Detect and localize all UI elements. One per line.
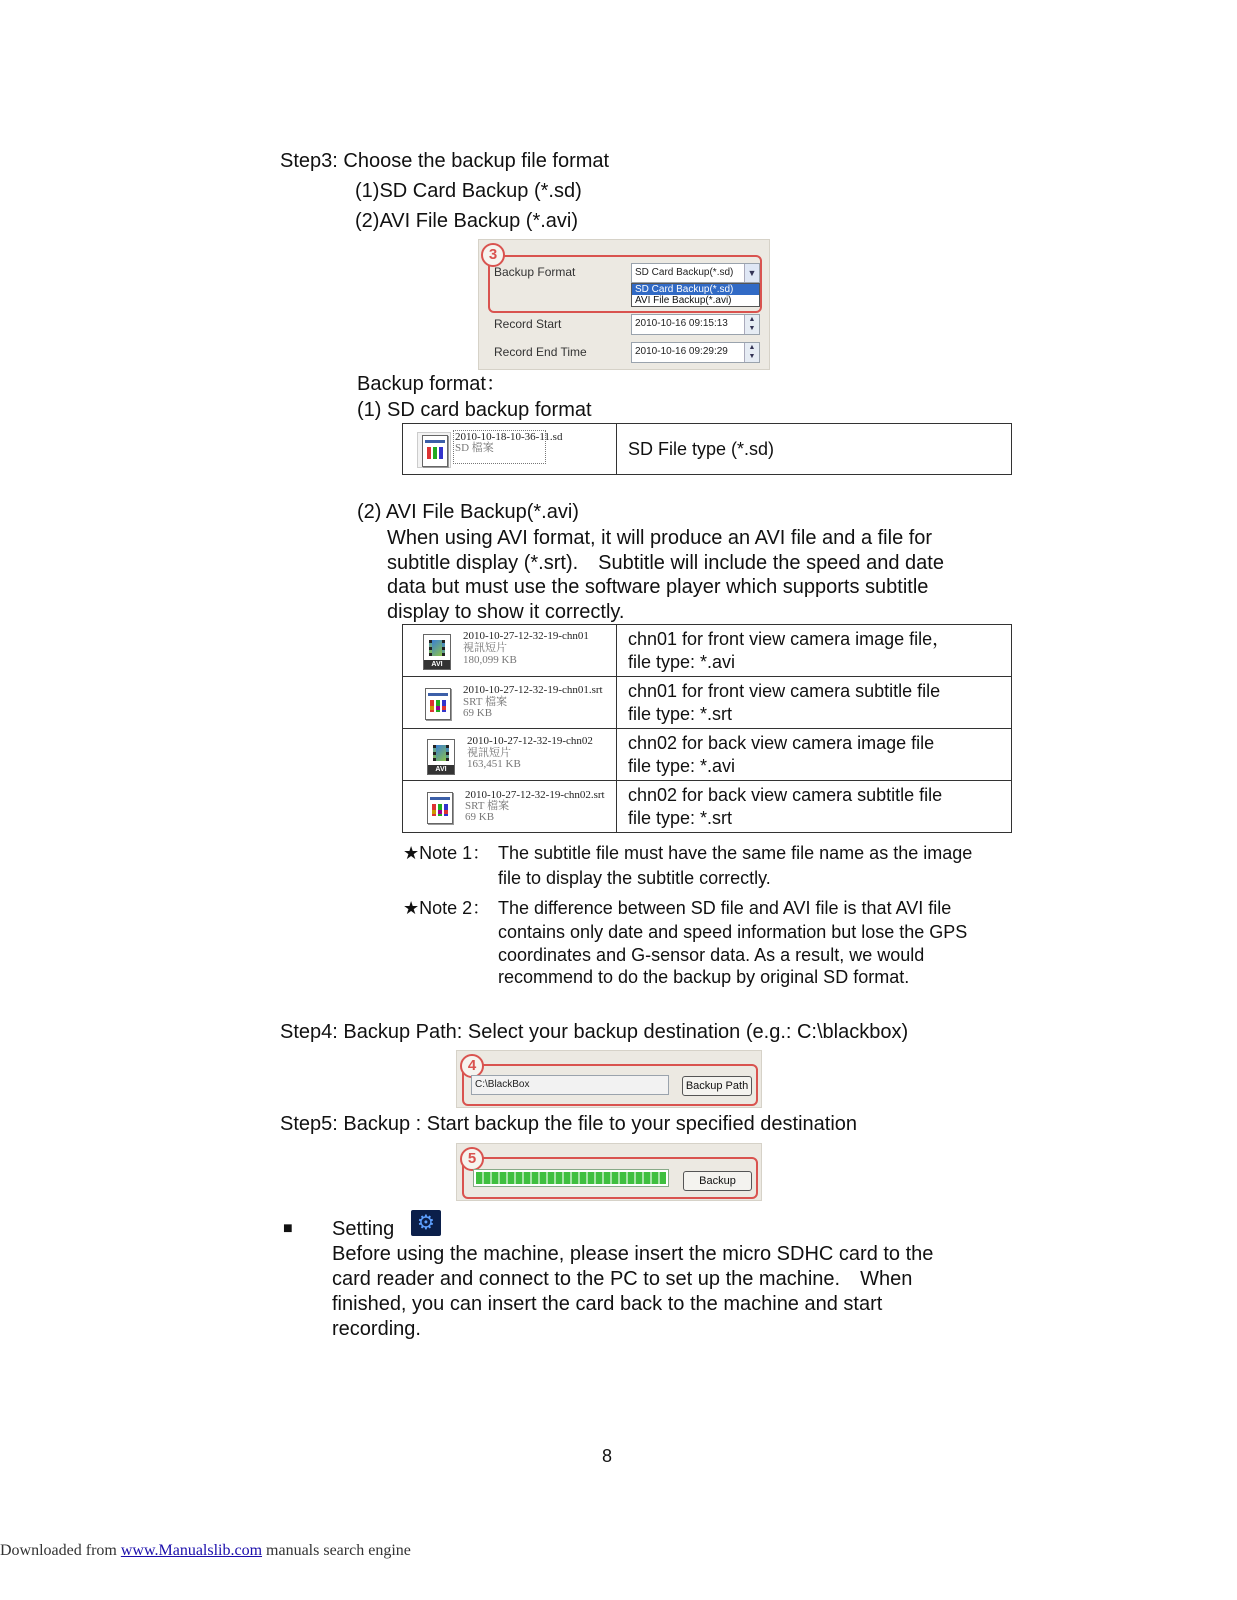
selected-value: SD Card Backup(*.sd)	[635, 267, 734, 278]
note1-label: ★Note 1：	[403, 843, 491, 863]
page-number: 8	[602, 1446, 613, 1466]
sd-file-icon	[422, 435, 448, 467]
setting-paragraph-line: finished, you can insert the card back to the machine and start	[332, 1293, 883, 1315]
avi-paragraph-line: When using AVI format, it will produce an AVI file and a file for	[387, 527, 933, 549]
file-description	[617, 781, 1012, 833]
desc-line: file type: *.avi	[628, 651, 736, 672]
backup-path-panel	[456, 1050, 762, 1108]
sd-file-table	[402, 423, 1012, 475]
file-type: 視訊短片	[467, 747, 511, 759]
step-number-badge: 4	[460, 1054, 484, 1078]
manualslib-link[interactable]: www.Manualslib.com	[120, 1542, 263, 1559]
avi-file-icon: AVI	[427, 739, 455, 775]
file-size: 69 KB	[463, 707, 493, 719]
backup-panel	[456, 1143, 762, 1201]
progress-fill	[476, 1172, 666, 1184]
dropdown-option-avi[interactable]: AVI File Backup(*.avi)	[635, 295, 732, 306]
desc-line: chn02 for back view camera subtitle file	[628, 784, 943, 805]
file-name: 2010-10-27-12-32-19-chn01	[463, 630, 589, 642]
sd-file-type: SD 檔案	[455, 442, 494, 454]
avi-format-heading: (2) AVI File Backup(*.avi)	[357, 501, 579, 523]
desc-line: chn01 for front view camera image file，	[628, 628, 951, 649]
table-row	[403, 729, 1012, 781]
setting-paragraph-line: Before using the machine, please insert the micro SDHC card to the	[332, 1243, 934, 1265]
chevron-down-icon[interactable]: ▼	[744, 264, 759, 282]
file-cell	[403, 729, 617, 781]
step-number-badge: 5	[460, 1147, 484, 1171]
step4-heading: Step4: Backup Path: Select your backup destination (e.g.: C:\blackbox)	[280, 1021, 909, 1043]
sd-file-name: 2010-10-18-10-36-11.sd	[455, 431, 563, 443]
file-type: SRT 檔案	[465, 800, 510, 812]
desc-line: file type: *.avi	[628, 755, 736, 776]
setting-title: Setting	[332, 1218, 395, 1240]
gear-icon[interactable]: ⚙	[411, 1210, 441, 1236]
note1-line: The subtitle file must have the same file name as the image	[498, 843, 973, 863]
avi-paragraph-line: data but must use the software player which supports subtitle	[387, 576, 929, 598]
spin-arrows-icon[interactable]: ▲ ▼	[744, 315, 759, 334]
setting-paragraph-line: card reader and connect to the PC to set up the machine. When	[332, 1268, 913, 1290]
backup-path-input[interactable]: C:\BlackBox	[471, 1075, 669, 1095]
file-cell	[403, 781, 617, 833]
sd-file-icon-frame	[417, 432, 451, 468]
srt-file-icon	[425, 688, 451, 720]
file-size: 163,451 KB	[467, 758, 521, 770]
step5-heading: Step5: Backup : Start backup the file to your specified destination	[280, 1113, 858, 1135]
bullet-square: ■	[283, 1220, 293, 1237]
backup-format-label: Backup Format	[494, 265, 576, 279]
file-description	[617, 729, 1012, 781]
record-end-label: Record End Time	[494, 345, 587, 359]
footer-suffix: manuals search engine	[262, 1542, 411, 1559]
desc-line: chn01 for front view camera subtitle file	[628, 680, 941, 701]
record-end-field[interactable]	[631, 342, 760, 363]
footer-prefix: Downloaded from	[0, 1542, 121, 1559]
table-row	[403, 625, 1012, 677]
note2-line: The difference between SD file and AVI file is that AVI file	[498, 898, 952, 918]
sd-file-cell	[403, 424, 617, 475]
record-end-value: 2010-10-16 09:29:29	[635, 346, 728, 357]
step3-option-sd: (1)SD Card Backup (*.sd)	[355, 180, 582, 202]
download-footer	[0, 1542, 411, 1560]
desc-line: file type: *.srt	[628, 703, 733, 724]
file-size: 69 KB	[465, 811, 495, 823]
backup-path-button[interactable]: Backup Path	[682, 1076, 752, 1096]
desc-line: chn02 for back view camera image file	[628, 732, 935, 753]
avi-file-icon: AVI	[423, 634, 451, 670]
file-name: 2010-10-27-12-32-19-chn01.srt	[463, 684, 603, 696]
backup-progress-bar	[473, 1169, 669, 1187]
dropdown-option-sd[interactable]: SD Card Backup(*.sd)	[632, 284, 759, 295]
table-row	[403, 781, 1012, 833]
avi-paragraph-line: subtitle display (*.srt). Subtitle will include the speed and date	[387, 552, 944, 574]
file-cell	[403, 677, 617, 729]
note2-line: coordinates and G-sensor data. As a result, we would	[498, 945, 925, 965]
file-cell	[403, 625, 617, 677]
record-start-value: 2010-10-16 09:15:13	[635, 318, 728, 329]
avi-files-table	[402, 624, 1012, 833]
backup-format-title: Backup format：	[357, 373, 506, 395]
file-size: 180,099 KB	[463, 654, 517, 666]
backup-format-panel	[478, 239, 770, 370]
file-description	[617, 677, 1012, 729]
spin-arrows-icon[interactable]: ▲ ▼	[744, 343, 759, 362]
note2-label: ★Note 2：	[403, 898, 491, 918]
backup-format-select[interactable]	[631, 263, 760, 283]
backup-button[interactable]: Backup	[683, 1171, 752, 1191]
record-start-label: Record Start	[494, 317, 562, 331]
setting-paragraph-line: recording.	[332, 1318, 421, 1340]
avi-paragraph-line: display to show it correctly.	[387, 601, 625, 623]
note2-line: recommend to do the backup by original SD format.	[498, 967, 910, 987]
desc-line: file type: *.srt	[628, 807, 733, 828]
table-row	[403, 424, 1012, 475]
step3-option-avi: (2)AVI File Backup (*.avi)	[355, 210, 579, 232]
step-number-badge: 3	[481, 243, 505, 267]
record-start-field[interactable]	[631, 314, 760, 335]
table-row	[403, 677, 1012, 729]
file-type: SRT 檔案	[463, 696, 508, 708]
note1-line: file to display the subtitle correctly.	[498, 868, 771, 888]
format-dropdown-list	[631, 283, 760, 307]
sd-file-description: SD File type (*.sd)	[617, 424, 1012, 475]
file-description	[617, 625, 1012, 677]
file-name: 2010-10-27-12-32-19-chn02	[467, 735, 593, 747]
file-name: 2010-10-27-12-32-19-chn02.srt	[465, 789, 605, 801]
srt-file-icon	[427, 792, 453, 824]
note2-line: contains only date and speed information but lose the GPS	[498, 922, 968, 942]
step3-heading: Step3: Choose the backup file format	[280, 150, 610, 172]
sd-format-heading: (1) SD card backup format	[357, 399, 592, 421]
file-type: 視訊短片	[463, 642, 507, 654]
